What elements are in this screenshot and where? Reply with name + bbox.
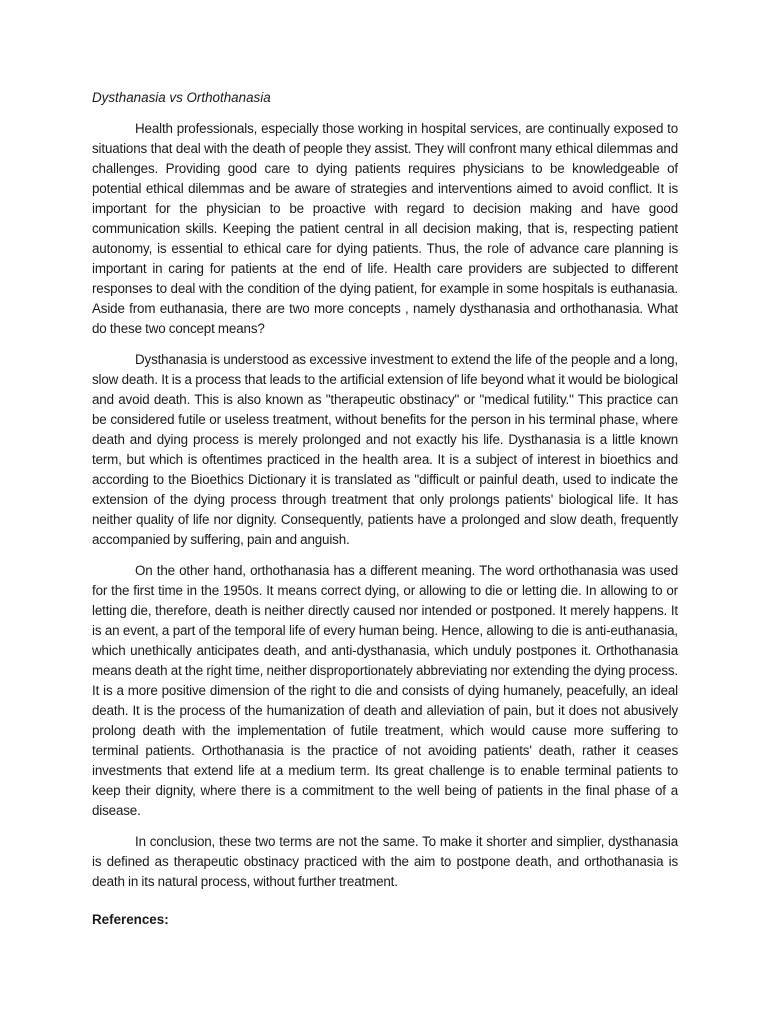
paragraph-orthothanasia: On the other hand, orthothanasia has a different meaning. The word orthothanasia was used for the first time in the 1950s. It means correct dying, or allowing to die or letting die. In allowing to or letting die, therefore, death is neither directly caused nor intended or postponed. It merely happens. It is an event, a part of the temporal life of every human being. Hence, allowing to die is anti-euthanasia, which unethically anticipates death, and anti-dysthanasia, which unduly postpones it. Orthothanasia means death at the right time, neither disproportionately abbreviating nor extending the dying process. It is a more positive dimension of the right to die and consists of dying humanely, peacefully, an ideal death. It is the process of the humanization of death and alleviation of pain, but it does not abusively prolong death with the implementation of futile treatment, which would cause more suffering to terminal patients. Orthothanasia is the practice of not avoiding patients' death, rather it ceases investments that extend life at a medium term. Its great challenge is to enable terminal patients to keep their dignity, where there is a commitment to the well being of patients in the final phase of a disease.: [92, 563, 678, 818]
document-body: [92, 88, 678, 903]
paragraph-intro: Health professionals, especially those working in hospital services, are continually exposed to situations that deal with the death of people they assist. They will confront many ethical dilemmas and challenges. Providing good care to dying patients requires physicians to be knowledgeable of potential ethical dilemmas and be aware of strategies and interventions aimed to avoid conflict. It is important for the physician to be proactive with regard to decision making and have good communication skills. Keeping the patient central in all decision making, that is, respecting patient autonomy, is essential to ethical care for dying patients. Thus, the role of advance care planning is important in caring for patients at the end of life. Health care providers are subjected to different responses to deal with the condition of the dying patient, for example in some hospitals is euthanasia. Aside from euthanasia, there are two more concepts , namely dysthanasia and orthothanasia. What do these two concept means?: [92, 121, 678, 336]
document-title: Dysthanasia vs Orthothanasia: [92, 90, 271, 105]
paragraph-dysthanasia: Dysthanasia is understood as excessive investment to extend the life of the people and a long, slow death. It is a process that leads to the artificial extension of life beyond what it would be biological and avoid death. This is also known as "therapeutic obstinacy" or "medical futility." This practice can be considered futile or useless treatment, without benefits for the person in his terminal phase, where death and dying process is merely prolonged and not exactly his life. Dysthanasia is a little known term, but which is oftentimes practiced in the health area. It is a subject of interest in bioethics and according to the Bioethics Dictionary it is translated as "difficult or painful death, used to indicate the extension of the dying process through treatment that only prolongs patients' biological life. It has neither quality of life nor dignity. Consequently, patients have a prolonged and slow death, frequently accompanied by suffering, pain and anguish.: [92, 352, 678, 547]
references-heading: References:: [92, 912, 169, 927]
paragraph-conclusion: In conclusion, these two terms are not the same. To make it shorter and simplier, dysthanasia is defined as therapeutic obstinacy practiced with the aim to postpone death, and orthothanasia is death in its natural process, without further treatment.: [92, 834, 678, 889]
